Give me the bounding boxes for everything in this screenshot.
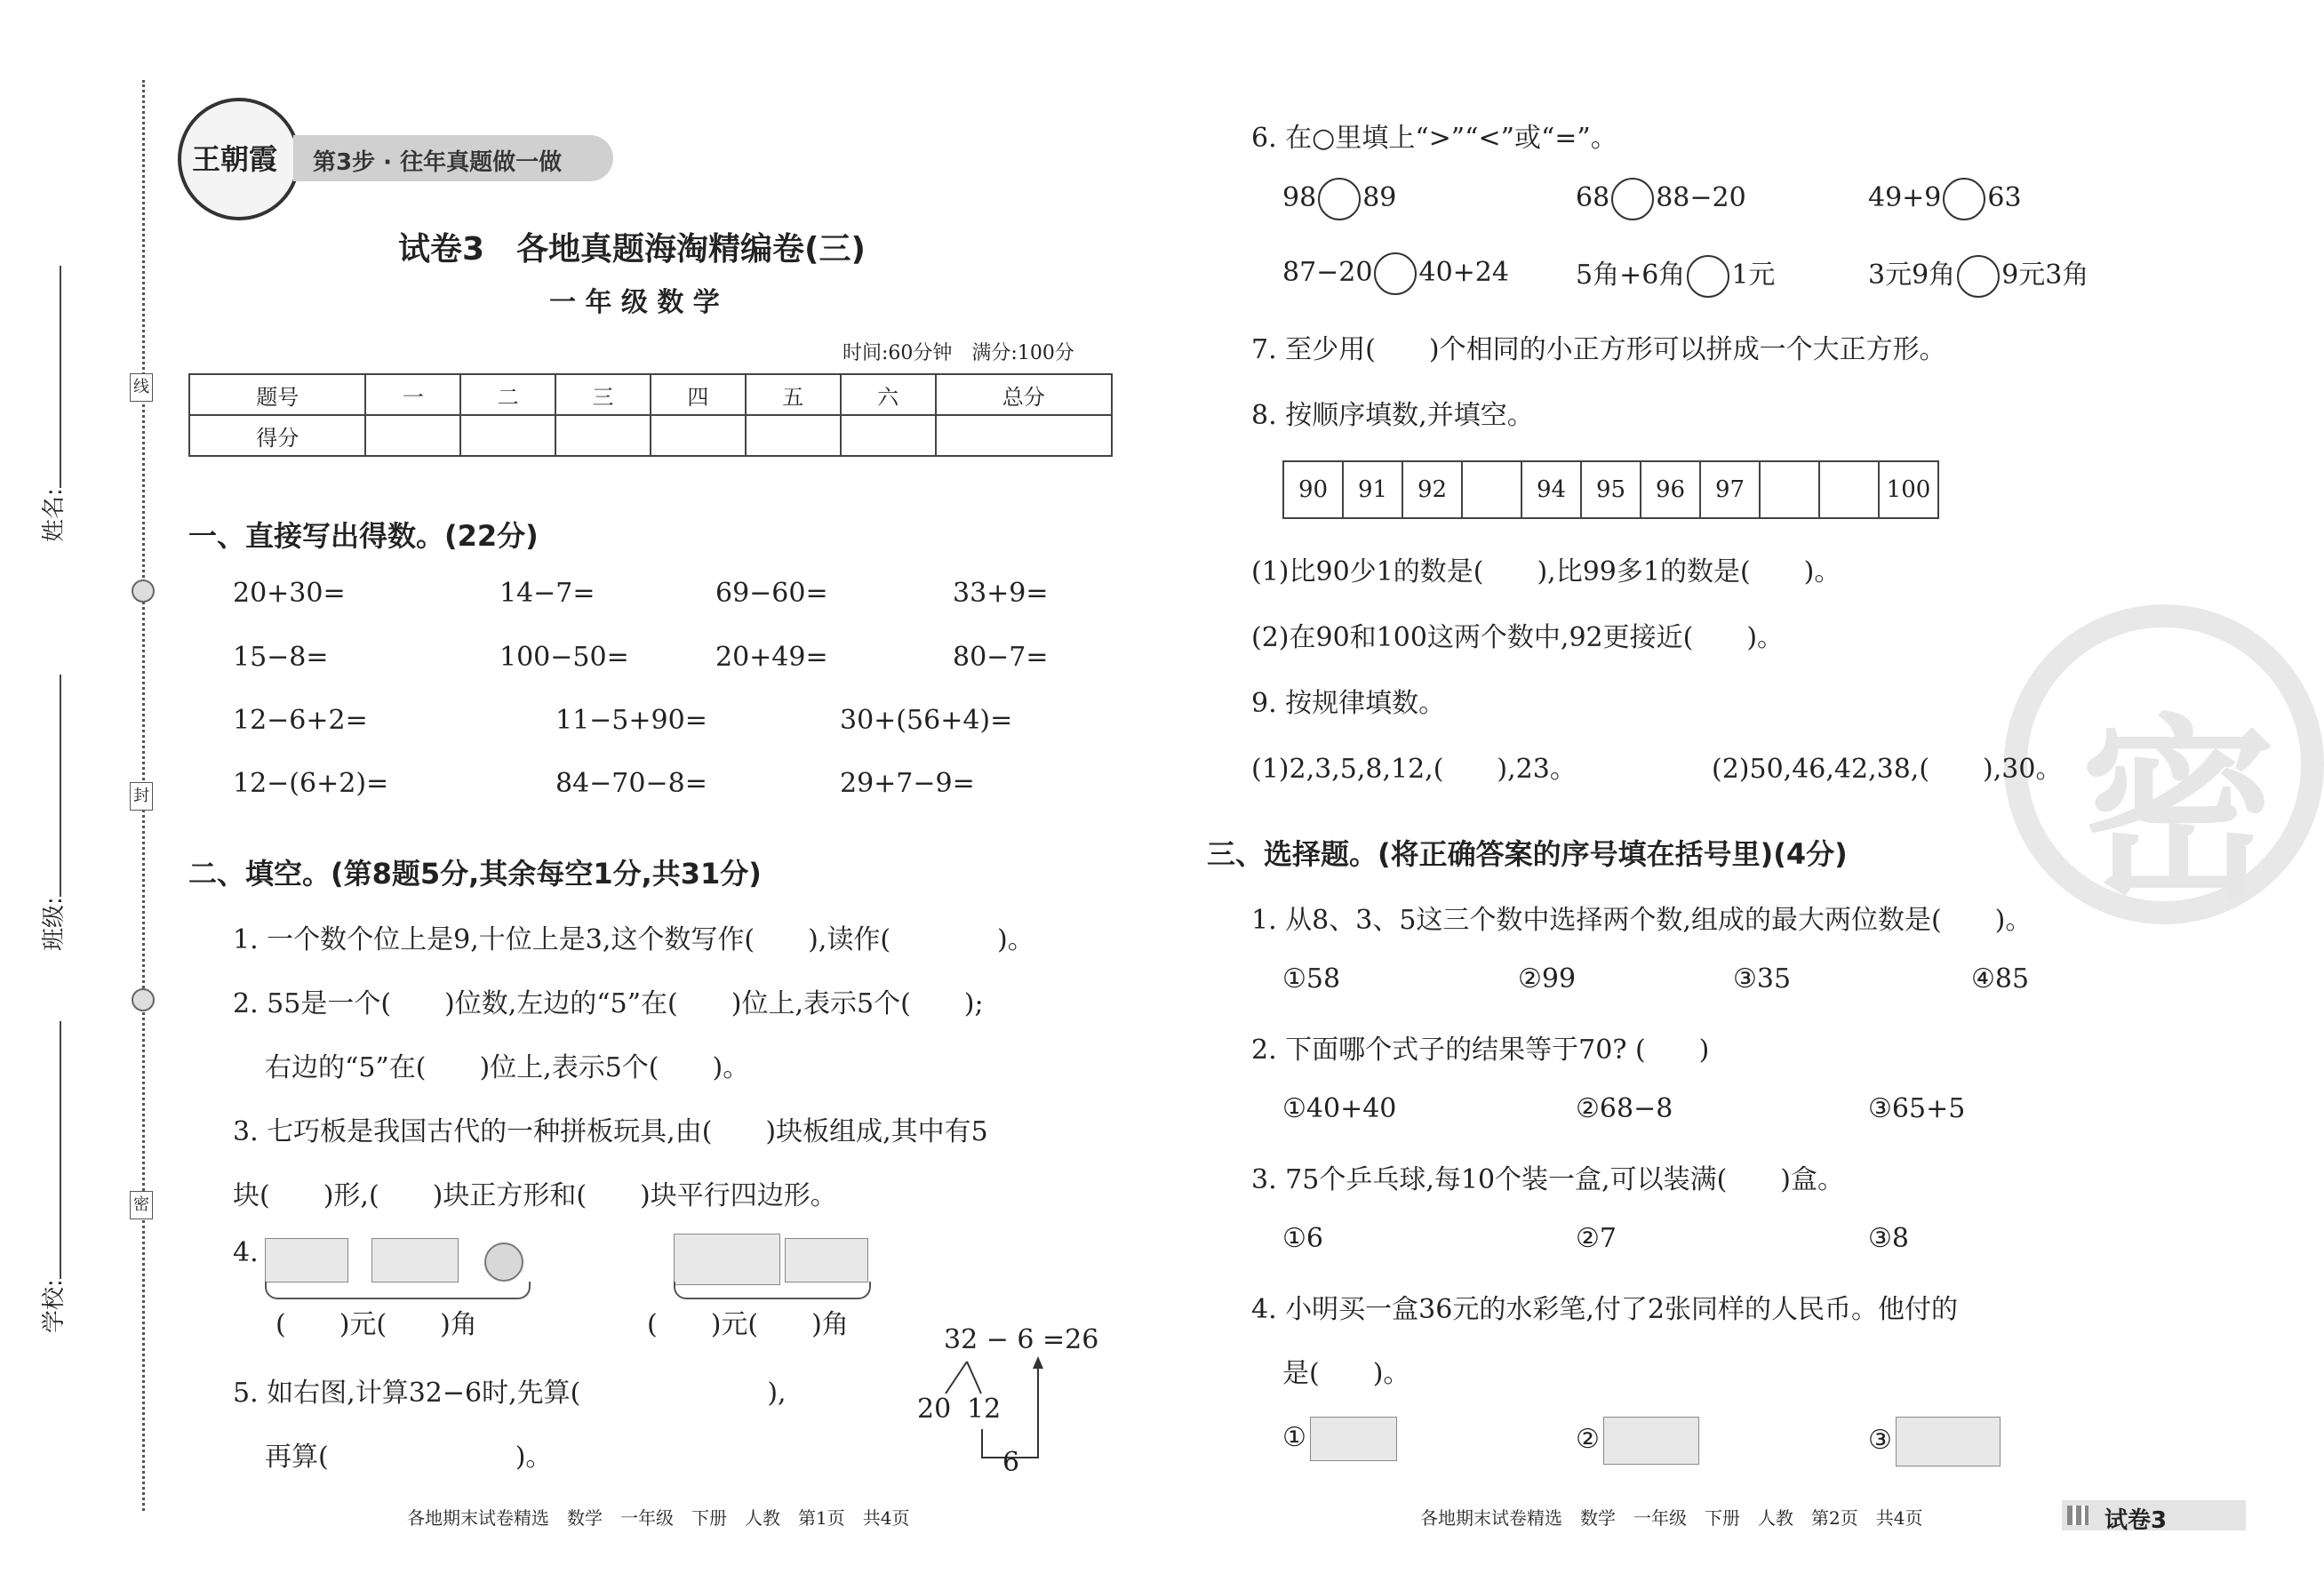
- compare-left: 98: [1282, 182, 1317, 213]
- choice-option[interactable]: [1576, 1417, 1699, 1465]
- calc-item: 11−5+90=: [555, 705, 707, 736]
- class-field[interactable]: [36, 667, 68, 951]
- compare-right: 88−20: [1656, 182, 1746, 213]
- time-info: 时间:60分钟 满分:100分: [843, 342, 1074, 364]
- fill-question-3a: 3. 七巧板是我国古代的一种拼板玩具,由( )块板组成,其中有5: [233, 1116, 988, 1147]
- choice-option[interactable]: ③8: [1868, 1223, 1909, 1254]
- seq-blank-cell[interactable]: [1760, 461, 1819, 518]
- compare-circle[interactable]: [1318, 178, 1361, 220]
- choice-option[interactable]: ④85: [1971, 963, 2030, 995]
- choice-question-1: 1. 从8、3、5这三个数中选择两个数,组成的最大两位数是( )。: [1251, 905, 2033, 936]
- seal-mark-xian: 线: [130, 373, 153, 402]
- fill-question-7: 7. 至少用( )个相同的小正方形可以拼成一个大正方形。: [1251, 334, 1946, 365]
- fill-question-5b: 再算( )。: [265, 1442, 553, 1473]
- seq-blank-cell[interactable]: [1462, 461, 1521, 518]
- seq-blank-cell[interactable]: [1819, 461, 1879, 518]
- fill-question-8-2: (2)在90和100这两个数中,92更接近( )。: [1251, 622, 1785, 653]
- score-cell: 一: [365, 374, 460, 415]
- section2-title: 二、填空。(第8题5分,其余每空1分,共31分): [188, 857, 762, 891]
- option-label: ①: [1282, 1422, 1306, 1453]
- fill-question-3b: 块( )形,( )块正方形和( )块平行四边形。: [233, 1180, 837, 1211]
- step-banner: [293, 135, 613, 181]
- option-label: ③: [1868, 1425, 1892, 1456]
- fill-question-4-num: 4.: [233, 1237, 259, 1268]
- seal-mark-feng: 封: [130, 782, 153, 811]
- compare-left: 5角+6角: [1576, 260, 1686, 291]
- compare-item: [1868, 252, 2088, 298]
- choice-option[interactable]: [1282, 1417, 1397, 1461]
- choice-question-4b: 是( )。: [1282, 1358, 1410, 1389]
- compare-right: 40+24: [1418, 257, 1509, 288]
- compare-circle[interactable]: [1687, 255, 1729, 298]
- section1-title: 一、直接写出得数。(22分): [188, 519, 539, 553]
- decomposition-diagram: [906, 1324, 1120, 1478]
- calc-item: 20+30=: [233, 578, 346, 609]
- choice-option[interactable]: ②99: [1518, 963, 1577, 995]
- compare-circle[interactable]: [1374, 252, 1417, 295]
- watermark-char: 密: [2080, 698, 2277, 925]
- score-cell: 四: [651, 374, 746, 415]
- name-label: 姓名:: [41, 488, 68, 542]
- step-label: 第3步 · 往年真题做一做: [313, 149, 563, 176]
- fill-question-8: 8. 按顺序填数,并填空。: [1251, 400, 1534, 431]
- score-input[interactable]: [651, 415, 746, 456]
- score-input[interactable]: [841, 415, 936, 456]
- score-input[interactable]: [365, 415, 460, 456]
- seq-cell: 92: [1402, 461, 1462, 518]
- seq-cell: 100: [1879, 461, 1938, 518]
- number-sequence-table: [1282, 460, 1939, 519]
- compare-left: 49+9: [1868, 182, 1942, 213]
- calc-item: 29+7−9=: [840, 768, 975, 799]
- seq-cell: 95: [1581, 461, 1641, 518]
- logo-text: 王朝霞: [192, 142, 278, 176]
- brace-bracket: [674, 1282, 871, 1299]
- school-label: 学校:: [41, 1279, 68, 1333]
- diagram-bottom: 6: [1002, 1447, 1020, 1478]
- option-label: ②: [1576, 1424, 1600, 1455]
- compare-right: 63: [1987, 182, 2022, 213]
- calc-item: 33+9=: [953, 578, 1049, 609]
- class-label: 班级:: [41, 897, 68, 951]
- choice-option[interactable]: ③35: [1733, 963, 1792, 995]
- diagram-left: 20: [917, 1394, 952, 1425]
- score-table: [188, 373, 1113, 457]
- fill-question-9: 9. 按规律填数。: [1251, 688, 1446, 719]
- score-input[interactable]: [936, 415, 1113, 456]
- compare-right: 9元3角: [2001, 260, 2089, 291]
- seq-cell: 94: [1521, 461, 1581, 518]
- calc-item: 12−6+2=: [233, 705, 368, 736]
- banknote-5-yuan-image: [265, 1238, 348, 1282]
- compare-circle[interactable]: [1957, 255, 2000, 298]
- footer-tag: 试卷3: [2104, 1507, 2168, 1534]
- calc-item: 15−8=: [233, 642, 329, 673]
- choice-option[interactable]: ①40+40: [1282, 1093, 1397, 1124]
- compare-right: 1元: [1731, 260, 1776, 291]
- compare-item: [1282, 178, 1396, 220]
- score-input[interactable]: [460, 415, 555, 456]
- score-input[interactable]: [746, 415, 841, 456]
- compare-circle[interactable]: [1943, 178, 1985, 220]
- seal-mark-mi: 密: [130, 1191, 153, 1219]
- money-blank-2[interactable]: ( )元( )角: [647, 1309, 849, 1340]
- calc-item: 80−7=: [953, 642, 1049, 673]
- choice-question-4a: 4. 小明买一盒36元的水彩笔,付了2张同样的人民币。他付的: [1251, 1294, 1958, 1325]
- diagram-equation: 32 − 6 =26: [944, 1324, 1099, 1355]
- choice-option[interactable]: ②7: [1576, 1223, 1617, 1254]
- choice-question-2: 2. 下面哪个式子的结果等于70? ( ): [1251, 1035, 1710, 1066]
- binding-ornament: [132, 988, 155, 1011]
- compare-left: 87−20: [1282, 257, 1373, 288]
- fill-question-9-1: (1)2,3,5,8,12,( ),23。: [1251, 754, 1577, 785]
- compare-item: [1282, 252, 1509, 295]
- calc-item: 20+49=: [715, 642, 828, 673]
- compare-item: [1868, 178, 2022, 220]
- fill-question-5a: 5. 如右图,计算32−6时,先算( ),: [233, 1378, 787, 1409]
- choice-option[interactable]: ①58: [1282, 963, 1341, 995]
- footer-left: 各地期末试卷精选 数学 一年级 下册 人教 第1页 共4页: [407, 1507, 910, 1529]
- calc-item: 84−70−8=: [555, 768, 707, 799]
- footer-right: 各地期末试卷精选 数学 一年级 下册 人教 第2页 共4页: [1420, 1507, 1923, 1529]
- money-blank-1[interactable]: ( )元( )角: [276, 1309, 477, 1340]
- choice-option[interactable]: ③65+5: [1868, 1093, 1966, 1124]
- score-cell: 二: [460, 374, 555, 415]
- compare-left: 3元9角: [1868, 260, 1956, 291]
- score-cell: 题号: [189, 374, 365, 415]
- score-value-row: [189, 415, 1112, 456]
- banknote-20-yuan-image: [1896, 1417, 2001, 1466]
- choice-option[interactable]: ②68−8: [1576, 1093, 1673, 1124]
- fill-question-2b: 右边的“5”在( )位上,表示5个( )。: [265, 1052, 750, 1083]
- footer-tag-dots: [2067, 1506, 2088, 1525]
- compare-item: [1576, 178, 1746, 220]
- compare-right: 89: [1362, 182, 1397, 213]
- compare-item: [1576, 252, 1775, 298]
- seq-cell: 97: [1700, 461, 1760, 518]
- choice-option[interactable]: [1868, 1417, 2001, 1466]
- logo-badge: [178, 98, 300, 220]
- binding-ornament: [132, 579, 155, 603]
- seq-cell: 91: [1343, 461, 1402, 518]
- calc-item: 12−(6+2)=: [233, 768, 389, 799]
- score-header-row: [189, 374, 1112, 415]
- exam-title: 试卷3 各地真题海淘精编卷(三): [398, 231, 866, 268]
- calc-item: 30+(56+4)=: [840, 705, 1013, 736]
- score-cell: 五: [746, 374, 841, 415]
- calc-item: 69−60=: [715, 578, 828, 609]
- compare-question-title: 6. 在○里填上“>”“<”或“=”。: [1251, 123, 1617, 154]
- calc-item: 100−50=: [499, 642, 629, 673]
- banknote-20-yuan-image: [674, 1234, 780, 1285]
- score-cell: 得分: [189, 415, 365, 456]
- name-field[interactable]: [36, 258, 68, 542]
- seq-cell: 90: [1283, 461, 1343, 518]
- banknote-5-yuan-image: [1310, 1417, 1397, 1461]
- school-field[interactable]: [36, 1049, 68, 1333]
- fill-question-1: 1. 一个数个位上是9,十位上是3,这个数写作( ),读作( )。: [233, 924, 1034, 955]
- compare-left: 68: [1576, 182, 1610, 213]
- fill-question-9-2: (2)50,46,42,38,( ),30。: [1712, 754, 2063, 785]
- choice-option[interactable]: ①6: [1282, 1223, 1323, 1254]
- score-cell: 三: [555, 374, 651, 415]
- sequence-row: [1283, 461, 1938, 518]
- diagram-right: 12: [967, 1394, 1002, 1425]
- score-input[interactable]: [555, 415, 651, 456]
- fill-question-8-1: (1)比90少1的数是( ),比99多1的数是( )。: [1251, 556, 1841, 587]
- coin-image: [484, 1242, 523, 1282]
- seq-cell: 96: [1641, 461, 1700, 518]
- banknote-image: [371, 1238, 459, 1282]
- fill-question-2a: 2. 55是一个( )位数,左边的“5”在( )位上,表示5个( );: [233, 988, 984, 1019]
- calc-item: 14−7=: [499, 578, 595, 609]
- banknote-10-yuan-image: [1603, 1417, 1699, 1465]
- compare-circle[interactable]: [1611, 178, 1654, 220]
- banknote-image: [785, 1238, 868, 1282]
- score-cell: 六: [841, 374, 936, 415]
- brace-bracket: [265, 1282, 531, 1299]
- section3-title: 三、选择题。(将正确答案的序号填在括号里)(4分): [1207, 837, 1848, 871]
- subject-title: 一 年 级 数 学: [549, 287, 720, 318]
- score-cell: 总分: [936, 374, 1113, 415]
- choice-question-3: 3. 75个乒乓球,每10个装一盒,可以装满( )盒。: [1251, 1164, 1844, 1195]
